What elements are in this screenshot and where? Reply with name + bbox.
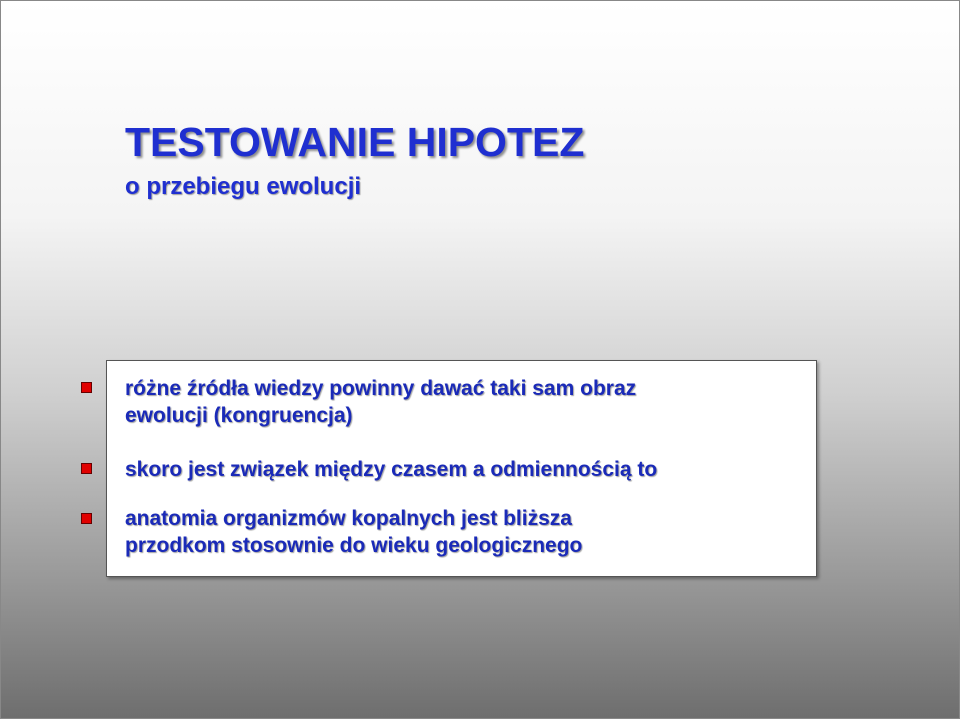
list-item-line: anatomia organizmów kopalnych jest bliższa [125, 507, 572, 530]
list-item-line: skoro jest związek między czasem a odmiennością to [125, 458, 658, 481]
bullet-icon [81, 463, 92, 474]
list-item [125, 375, 636, 429]
list-item-line: przodkom stosownie do wieku geologicznego [125, 534, 583, 557]
slide-subtitle: o przebiegu ewolucji [125, 173, 362, 200]
list-item-line: różne źródła wiedzy powinny dawać taki sam obraz [125, 377, 637, 400]
bullet-icon [81, 382, 92, 393]
bullet-icon [81, 513, 92, 524]
list-item [125, 505, 582, 559]
list-item [125, 456, 657, 483]
slide-title: TESTOWANIE HIPOTEZ [125, 119, 585, 165]
list-item-line: ewolucji (kongruencja) [125, 404, 353, 427]
